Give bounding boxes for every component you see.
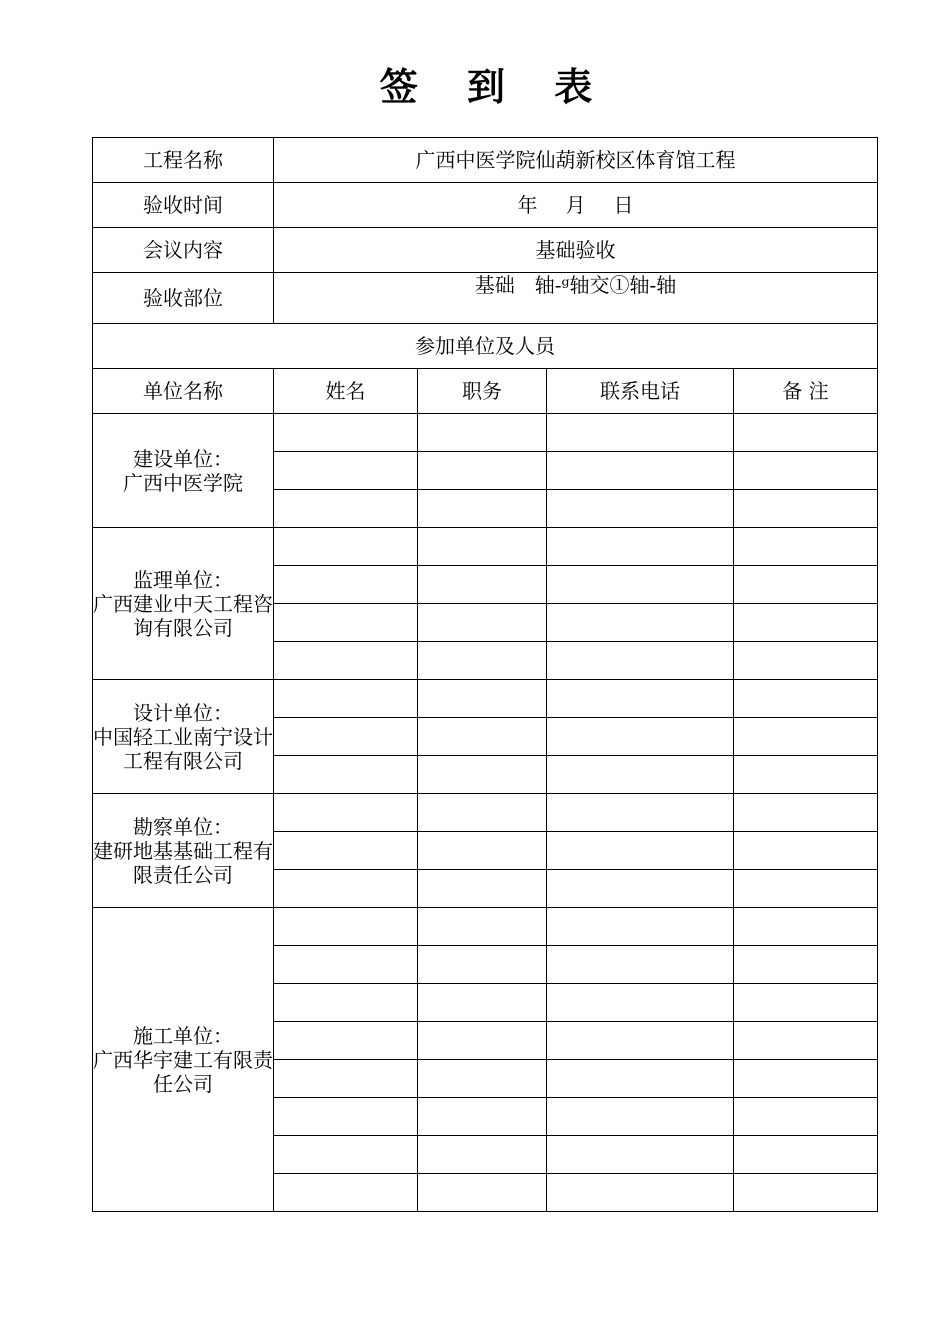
column-header-row: [93, 369, 878, 414]
remarks-cell[interactable]: [734, 604, 878, 642]
position-cell[interactable]: [418, 604, 547, 642]
remarks-cell[interactable]: [734, 528, 878, 566]
unit-name-cell: 监理单位： 广西建业中天工程咨询有限公司: [93, 528, 274, 680]
page-title: 签 到 表: [379, 65, 611, 109]
phone-cell[interactable]: [547, 528, 734, 566]
position-cell[interactable]: [418, 490, 547, 528]
position-cell[interactable]: [418, 1136, 547, 1174]
acceptance-date-field[interactable]: [274, 183, 878, 228]
column-header-position: 职务: [418, 369, 547, 414]
position-cell[interactable]: [418, 718, 547, 756]
name-cell[interactable]: [274, 870, 418, 908]
name-cell[interactable]: [274, 908, 418, 946]
name-cell[interactable]: [274, 642, 418, 680]
remarks-cell[interactable]: [734, 718, 878, 756]
name-cell[interactable]: [274, 946, 418, 984]
remarks-cell[interactable]: [734, 946, 878, 984]
phone-cell[interactable]: [547, 794, 734, 832]
position-cell[interactable]: [418, 946, 547, 984]
acceptance-time-row: [93, 183, 878, 228]
position-cell[interactable]: [418, 832, 547, 870]
name-cell[interactable]: [274, 1174, 418, 1212]
phone-cell[interactable]: [547, 984, 734, 1022]
column-header-name: 姓名: [274, 369, 418, 414]
phone-cell[interactable]: [547, 718, 734, 756]
name-cell[interactable]: [274, 528, 418, 566]
name-cell[interactable]: [274, 1022, 418, 1060]
name-cell[interactable]: [274, 1060, 418, 1098]
column-header-phone: 联系电话: [547, 369, 734, 414]
remarks-cell[interactable]: [734, 452, 878, 490]
phone-cell[interactable]: [547, 414, 734, 452]
remarks-cell[interactable]: [734, 566, 878, 604]
position-cell[interactable]: [418, 452, 547, 490]
name-cell[interactable]: [274, 984, 418, 1022]
remarks-cell[interactable]: [734, 870, 878, 908]
name-cell[interactable]: [274, 718, 418, 756]
remarks-cell[interactable]: [734, 832, 878, 870]
remarks-cell[interactable]: [734, 1174, 878, 1212]
phone-cell[interactable]: [547, 452, 734, 490]
phone-cell[interactable]: [547, 680, 734, 718]
table-row: [93, 414, 878, 452]
phone-cell[interactable]: [547, 946, 734, 984]
remarks-cell[interactable]: [734, 984, 878, 1022]
name-cell[interactable]: [274, 1136, 418, 1174]
phone-cell[interactable]: [547, 1060, 734, 1098]
column-header-unit: 单位名称: [93, 369, 274, 414]
table-row: [93, 680, 878, 718]
acceptance-part-label: 验收部位: [93, 273, 274, 324]
table-row: [93, 794, 878, 832]
unit-name-cell: 设计单位： 中国轻工业南宁设计工程有限公司: [93, 680, 274, 794]
remarks-cell[interactable]: [734, 1098, 878, 1136]
name-cell[interactable]: [274, 756, 418, 794]
date-month: 月: [565, 193, 586, 217]
acceptance-part-row: [93, 273, 878, 324]
remarks-cell[interactable]: [734, 414, 878, 452]
phone-cell[interactable]: [547, 642, 734, 680]
name-cell[interactable]: [274, 680, 418, 718]
unit-name-cell: 勘察单位： 建研地基基础工程有限责任公司: [93, 794, 274, 908]
position-cell[interactable]: [418, 794, 547, 832]
table-row: [93, 528, 878, 566]
meeting-content-row: [93, 228, 878, 273]
remarks-cell[interactable]: [734, 756, 878, 794]
remarks-cell[interactable]: [734, 1136, 878, 1174]
name-cell[interactable]: [274, 566, 418, 604]
remarks-cell[interactable]: [734, 490, 878, 528]
position-cell[interactable]: [418, 1098, 547, 1136]
phone-cell[interactable]: [547, 908, 734, 946]
unit-name-cell: 施工单位： 广西华宇建工有限责任公司: [93, 908, 274, 1212]
date-day: 日: [613, 193, 634, 217]
unit-name-cell: 建设单位： 广西中医学院: [93, 414, 274, 528]
project-name-row: [93, 138, 878, 183]
name-cell[interactable]: [274, 452, 418, 490]
phone-cell[interactable]: [547, 1136, 734, 1174]
remarks-cell[interactable]: [734, 794, 878, 832]
project-name-value: 广西中医学院仙葫新校区体育馆工程: [274, 138, 878, 183]
position-cell[interactable]: [418, 414, 547, 452]
position-cell[interactable]: [418, 1060, 547, 1098]
position-cell[interactable]: [418, 642, 547, 680]
participants-header: 参加单位及人员: [93, 324, 878, 369]
phone-cell[interactable]: [547, 1098, 734, 1136]
position-cell[interactable]: [418, 984, 547, 1022]
position-cell[interactable]: [418, 756, 547, 794]
remarks-cell[interactable]: [734, 1022, 878, 1060]
column-header-remarks: 备 注: [734, 369, 878, 414]
phone-cell[interactable]: [547, 604, 734, 642]
name-cell[interactable]: [274, 490, 418, 528]
remarks-cell[interactable]: [734, 1060, 878, 1098]
project-name-label: 工程名称: [93, 138, 274, 183]
phone-cell[interactable]: [547, 832, 734, 870]
position-cell[interactable]: [418, 870, 547, 908]
position-cell[interactable]: [418, 680, 547, 718]
date-year: 年: [517, 193, 538, 217]
phone-cell[interactable]: [547, 1022, 734, 1060]
position-cell[interactable]: [418, 1174, 547, 1212]
position-cell[interactable]: [418, 528, 547, 566]
phone-cell[interactable]: [547, 566, 734, 604]
sign-in-table: [92, 137, 878, 1212]
name-cell[interactable]: [274, 1098, 418, 1136]
phone-cell[interactable]: [547, 490, 734, 528]
name-cell[interactable]: [274, 832, 418, 870]
acceptance-part-value: 基础 轴-ᵍ轴交①轴-轴: [274, 273, 878, 324]
name-cell[interactable]: [274, 604, 418, 642]
phone-cell[interactable]: [547, 870, 734, 908]
position-cell[interactable]: [418, 1022, 547, 1060]
table-row: [93, 908, 878, 946]
position-cell[interactable]: [418, 908, 547, 946]
acceptance-time-label: 验收时间: [93, 183, 274, 228]
meeting-content-label: 会议内容: [93, 228, 274, 273]
name-cell[interactable]: [274, 414, 418, 452]
phone-cell[interactable]: [547, 756, 734, 794]
name-cell[interactable]: [274, 794, 418, 832]
remarks-cell[interactable]: [734, 908, 878, 946]
meeting-content-value: 基础验收: [274, 228, 878, 273]
remarks-cell[interactable]: [734, 642, 878, 680]
phone-cell[interactable]: [547, 1174, 734, 1212]
remarks-cell[interactable]: [734, 680, 878, 718]
participants-header-row: [93, 324, 878, 369]
position-cell[interactable]: [418, 566, 547, 604]
